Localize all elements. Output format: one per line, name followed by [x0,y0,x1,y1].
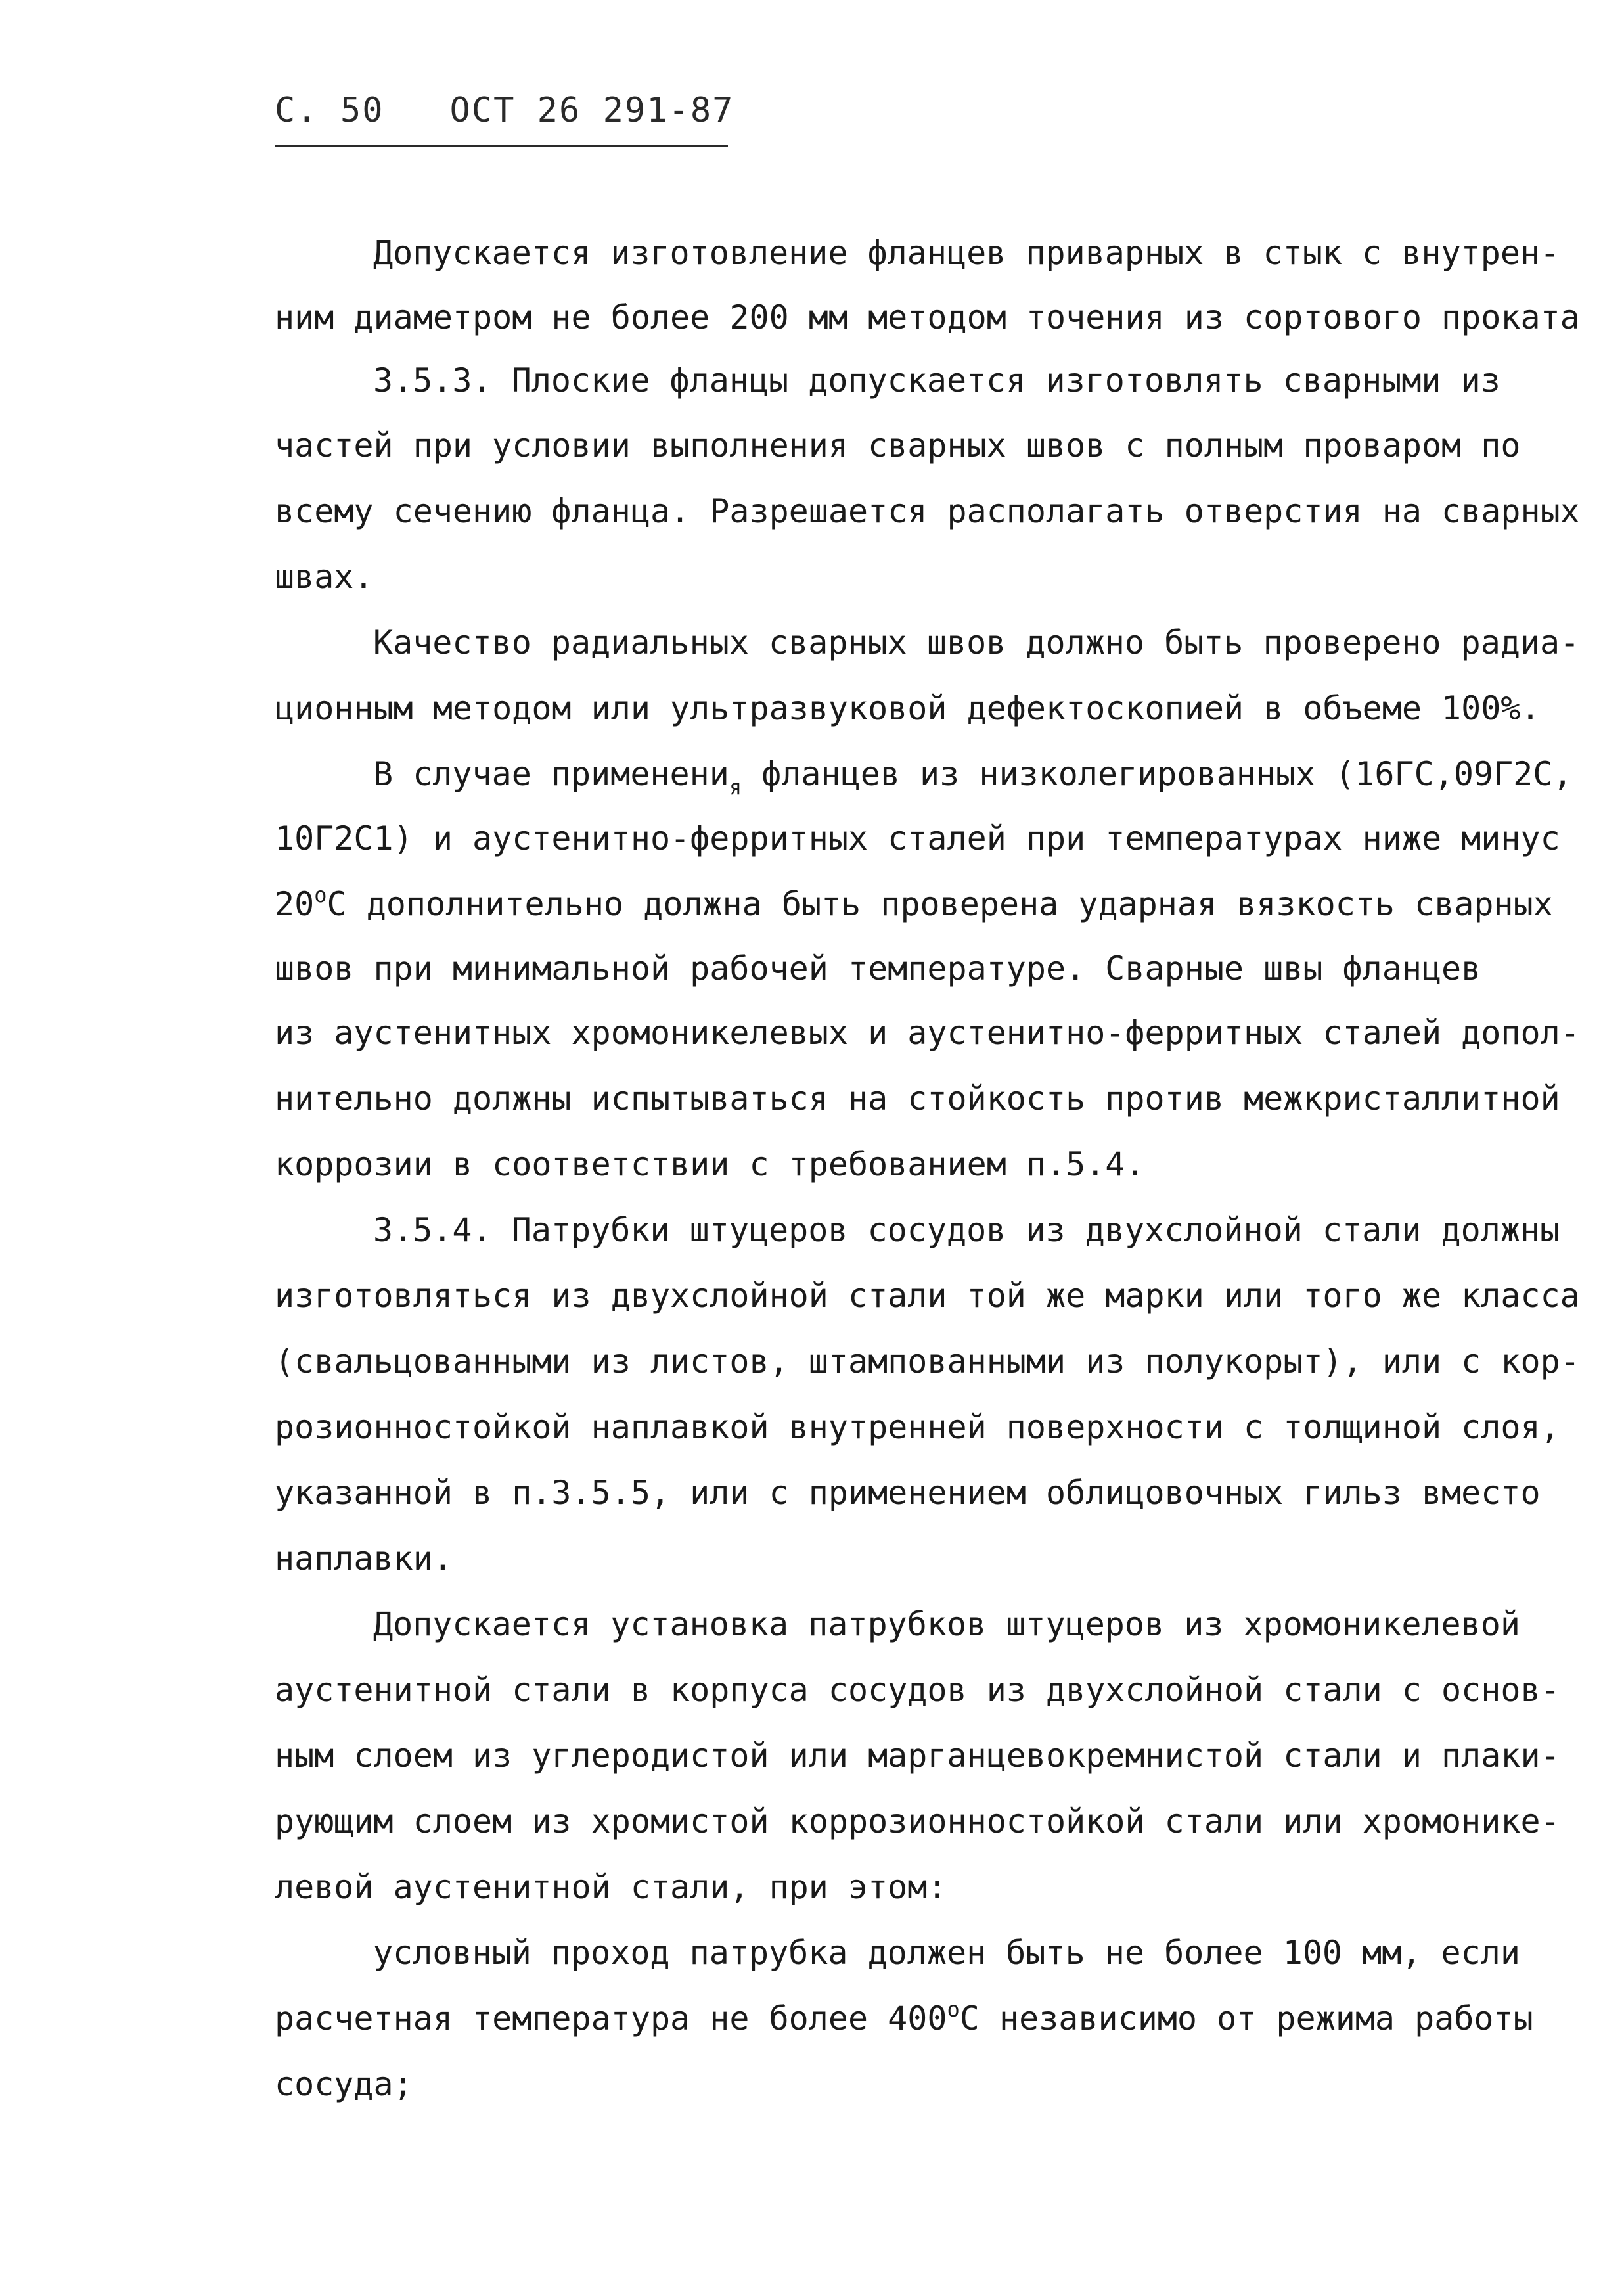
text-line: изготовляться из двухслойной стали той же марки или того же класса [275,1277,1580,1315]
text-line: швов при минимальной рабочей температуре. Сварные швы фланцев [275,949,1481,988]
text-line: швах. [275,558,374,596]
text-line [275,884,1553,924]
text-line: 3.5.3. Плоские фланцы допускается изготовлять сварными из [373,361,1500,399]
degree-sign: о [947,1997,960,2022]
text-line: Допускается изготовление фланцев приварных в стык с внутрен- [373,234,1560,272]
text-line [275,1999,1533,2038]
text-run: В случае применени [373,755,729,793]
text-line: ным слоем из углеродистой или марганцевокремнистой стали и плаки- [275,1737,1560,1775]
text-line: условный проход патрубка должен быть не более 100 мм, если [373,1934,1520,1972]
text-run: 20 [275,885,315,923]
text-line: коррозии в соответствии с требованием п.5.4. [275,1145,1145,1183]
text-line: Качество радиальных сварных швов должно быть проверено радиа- [373,624,1580,662]
text-line: 3.5.4. Патрубки штуцеров сосудов из двухслойной стали должны [373,1211,1560,1249]
text-line: нительно должны испытываться на стойкость против межкристаллитной [275,1080,1560,1118]
text-line: аустенитной стали в корпуса сосудов из двухслойной стали с основ- [275,1671,1560,1709]
text-run: расчетная температура не более 400 [275,1999,947,2038]
text-line: наплавки. [275,1539,453,1578]
text-line: ним диаметром не более 200 мм методом точения из сортового проката [275,298,1580,336]
text-line: указанной в п.3.5.5, или с применением облицовочных гильз вместо [275,1474,1541,1512]
text-line: (свальцованными из листов, штампованными из полукорыт), или с кор- [275,1342,1580,1380]
text-run: фланцев из низколегированных (16ГС,09Г2С, [742,755,1573,793]
text-line: левой аустенитной стали, при этом: [275,1868,947,1906]
header-underline [275,145,728,147]
text-line: розионностойкой наплавкой внутренней поверхности с толщиной слоя, [275,1408,1560,1446]
text-line: рующим слоем из хромистой коррозионностойкой стали или хромонике- [275,1802,1560,1840]
text-line: всему сечению фланца. Разрешается располагать отверстия на сварных [275,492,1580,530]
text-line: ционным методом или ультразвуковой дефектоскопией в объеме 100%. [275,689,1541,727]
text-line: 10Г2С1) и аустенитно-ферритных сталей при температурах ниже минус [275,819,1560,857]
text-line: из аустенитных хромоникелевых и аустенитно-ферритных сталей допол- [275,1014,1580,1052]
text-line: Допускается установка патрубков штуцеров из хромоникелевой [373,1605,1520,1643]
degree-sign: о [314,882,327,907]
page-header: С. 50 ОСТ 26 291-87 [275,91,734,130]
text-line: сосуда; [275,2065,413,2103]
text-run: С независимо от режима работы [959,1999,1533,2038]
text-line [373,754,1573,800]
text-line: частей при условии выполнения сварных швов с полным проваром по [275,426,1521,465]
text-run: С дополнительно должна быть проверена ударная вязкость сварных [327,885,1553,923]
subscript-correction: я [729,775,742,800]
